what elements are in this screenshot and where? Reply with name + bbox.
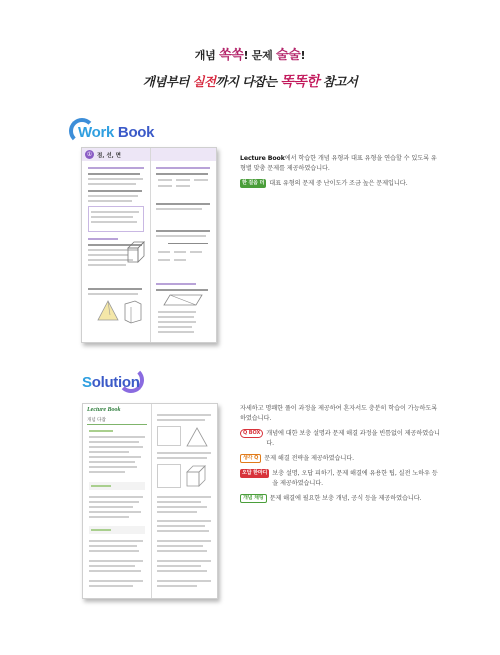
workbook-title-text — [78, 124, 154, 141]
text-line — [89, 585, 133, 587]
tagline-part: ! — [300, 49, 306, 62]
feature-item — [240, 469, 440, 489]
solution-intro: 자세하고 명쾌한 풀이 과정을 제공하여 혼자서도 충분히 학습이 가능하도록 하였습니다. — [240, 405, 438, 422]
text-line — [88, 173, 140, 175]
text-line — [88, 167, 144, 169]
text-line — [158, 179, 172, 181]
tagline-emphasis: 술술 — [275, 48, 301, 63]
intro-text: 에서 학습한 개념 유형과 대표 유형을 연습할 수 있도록 유형별 맞춤 문제를 제공하였습니다. — [240, 155, 437, 172]
text-line — [174, 251, 186, 253]
workbook-description — [240, 154, 440, 189]
text-line — [157, 506, 207, 508]
text-line — [157, 511, 197, 513]
text-line — [88, 238, 118, 240]
text-line — [91, 216, 133, 218]
tagline-part: 개념 — [194, 49, 219, 62]
title-letter: W — [78, 123, 92, 141]
text-line — [88, 288, 142, 290]
prism-figure-icon — [122, 300, 144, 324]
one-more-step-badge: 한 걸음 더 — [242, 180, 265, 186]
subtitle-part: 참고서 — [319, 74, 358, 89]
text-line — [89, 446, 143, 448]
text-line — [157, 580, 211, 582]
text-line — [91, 211, 139, 213]
text-line — [156, 167, 210, 169]
lecture-book-logo: Lecture Book — [87, 407, 121, 413]
text-line — [157, 419, 205, 421]
text-line — [88, 195, 138, 197]
q-box-badge: Q BOX — [240, 429, 263, 438]
feature-item — [240, 179, 440, 189]
text-line — [157, 501, 201, 503]
text-line — [158, 185, 172, 187]
text-line — [89, 516, 129, 518]
text-line — [174, 259, 186, 261]
text-line — [157, 565, 201, 567]
text-line — [158, 331, 194, 333]
text-line — [89, 540, 143, 542]
solution-description — [240, 404, 440, 504]
text-line — [89, 471, 125, 473]
text-line — [157, 496, 211, 498]
text-line — [89, 501, 139, 503]
title-word: olution — [91, 373, 140, 391]
parallelogram-figure-icon — [162, 293, 204, 307]
feature-text: 대표 유형의 문제 중 난이도가 조금 높은 문제입니다. — [269, 180, 408, 187]
text-line — [156, 173, 208, 175]
think-q-badge: 생각 Q — [240, 454, 261, 463]
text-line — [158, 321, 196, 323]
figure-box — [157, 464, 181, 488]
workbook-intro — [240, 154, 440, 174]
text-line — [89, 496, 143, 498]
brand-name: Lecture Book — [240, 155, 285, 162]
text-line — [91, 485, 111, 487]
text-line — [88, 254, 128, 256]
header-rule — [87, 424, 147, 425]
feature-text: 보충 설명, 오답 피하기, 문제 해결에 유용한 팁, 실전 노하우 등을 제공하였습니다. — [272, 470, 438, 487]
text-line — [89, 570, 141, 572]
text-line — [89, 506, 133, 508]
text-line — [88, 293, 138, 295]
title-letter: S — [82, 373, 92, 391]
text-line — [88, 190, 142, 192]
page-spine — [150, 148, 151, 342]
subtitle-emphasis: 실전 — [192, 74, 216, 89]
text-line — [156, 283, 196, 285]
subtitle-emphasis: 똑똑한 — [280, 74, 320, 90]
subtitle-part: 까지 다잡는 — [215, 74, 281, 89]
text-line — [89, 545, 137, 547]
solution-page-preview — [82, 403, 218, 599]
chapter-title: 점, 선, 면 — [97, 153, 121, 159]
text-line — [157, 452, 211, 454]
chapter-number-chip: ① — [86, 151, 93, 158]
text-line — [158, 316, 194, 318]
wrong-answer-tip-badge: 오답 한마디 — [242, 470, 268, 476]
text-line — [157, 457, 207, 459]
text-line — [156, 203, 210, 205]
text-line — [156, 235, 206, 237]
text-line — [158, 251, 170, 253]
feature-item — [240, 494, 440, 504]
title-word: Book — [117, 123, 155, 141]
workbook-page-preview — [81, 147, 217, 343]
text-line — [158, 259, 170, 261]
text-line — [89, 441, 139, 443]
workbook-section-title — [72, 121, 155, 143]
figure-box — [157, 426, 181, 446]
cube-figure-icon — [185, 464, 209, 488]
hero-tagline — [0, 44, 500, 63]
text-line — [176, 179, 190, 181]
book-subtitle: 개념 다잡 — [87, 418, 106, 423]
text-line — [88, 183, 136, 185]
text-line — [157, 585, 197, 587]
text-line — [89, 560, 143, 562]
text-line — [157, 540, 211, 542]
tagline-part: ! 문제 — [243, 49, 276, 62]
text-line — [157, 550, 207, 552]
title-word: ork — [91, 123, 118, 141]
text-line — [89, 451, 129, 453]
feature-text: 문제 해결 전략을 제공하였습니다. — [264, 455, 355, 462]
feature-item — [240, 454, 440, 464]
text-line — [157, 414, 211, 416]
text-line — [89, 511, 141, 513]
text-line — [89, 466, 137, 468]
text-line — [158, 326, 192, 328]
text-line — [89, 436, 145, 438]
text-line — [157, 520, 211, 522]
tagline-emphasis: 쏙쏙 — [218, 48, 244, 63]
text-line — [89, 550, 139, 552]
text-line — [89, 456, 141, 458]
problem-box — [88, 206, 144, 232]
feature-text: 개념에 대한 보충 설명과 문제 해결 과정을 빈틈없이 제공하였습니다. — [266, 430, 440, 447]
page-spine — [151, 404, 152, 598]
text-line — [89, 461, 135, 463]
text-line — [88, 200, 132, 202]
text-line — [157, 530, 209, 532]
text-line — [91, 221, 137, 223]
triangle-figure-icon — [185, 426, 209, 448]
solution-section-title — [82, 371, 140, 393]
pyramid-figure-icon — [96, 300, 120, 322]
text-line — [89, 430, 113, 432]
text-line — [156, 230, 210, 232]
text-line — [88, 264, 126, 266]
hero-heading — [0, 44, 500, 91]
solution-title-text — [82, 374, 140, 391]
text-line — [89, 565, 135, 567]
subtitle-part: 개념부터 — [142, 74, 193, 89]
text-line — [194, 179, 208, 181]
text-line — [91, 529, 111, 531]
text-line — [88, 178, 143, 180]
number-line — [168, 243, 208, 244]
feature-text: 문제 해결에 필요한 보충 개념, 공식 등을 제공하였습니다. — [269, 495, 422, 502]
text-line — [158, 311, 196, 313]
concept-chat-badge: 개념 채팅 — [240, 494, 267, 503]
text-line — [156, 289, 208, 291]
cube-figure-icon — [126, 240, 146, 264]
feature-item — [240, 429, 440, 449]
text-line — [190, 251, 202, 253]
text-line — [157, 570, 207, 572]
text-line — [156, 208, 202, 210]
text-line — [89, 580, 143, 582]
text-line — [157, 525, 205, 527]
text-line — [157, 560, 211, 562]
text-line — [176, 185, 190, 187]
hero-subtitle — [0, 71, 500, 91]
text-line — [157, 545, 203, 547]
